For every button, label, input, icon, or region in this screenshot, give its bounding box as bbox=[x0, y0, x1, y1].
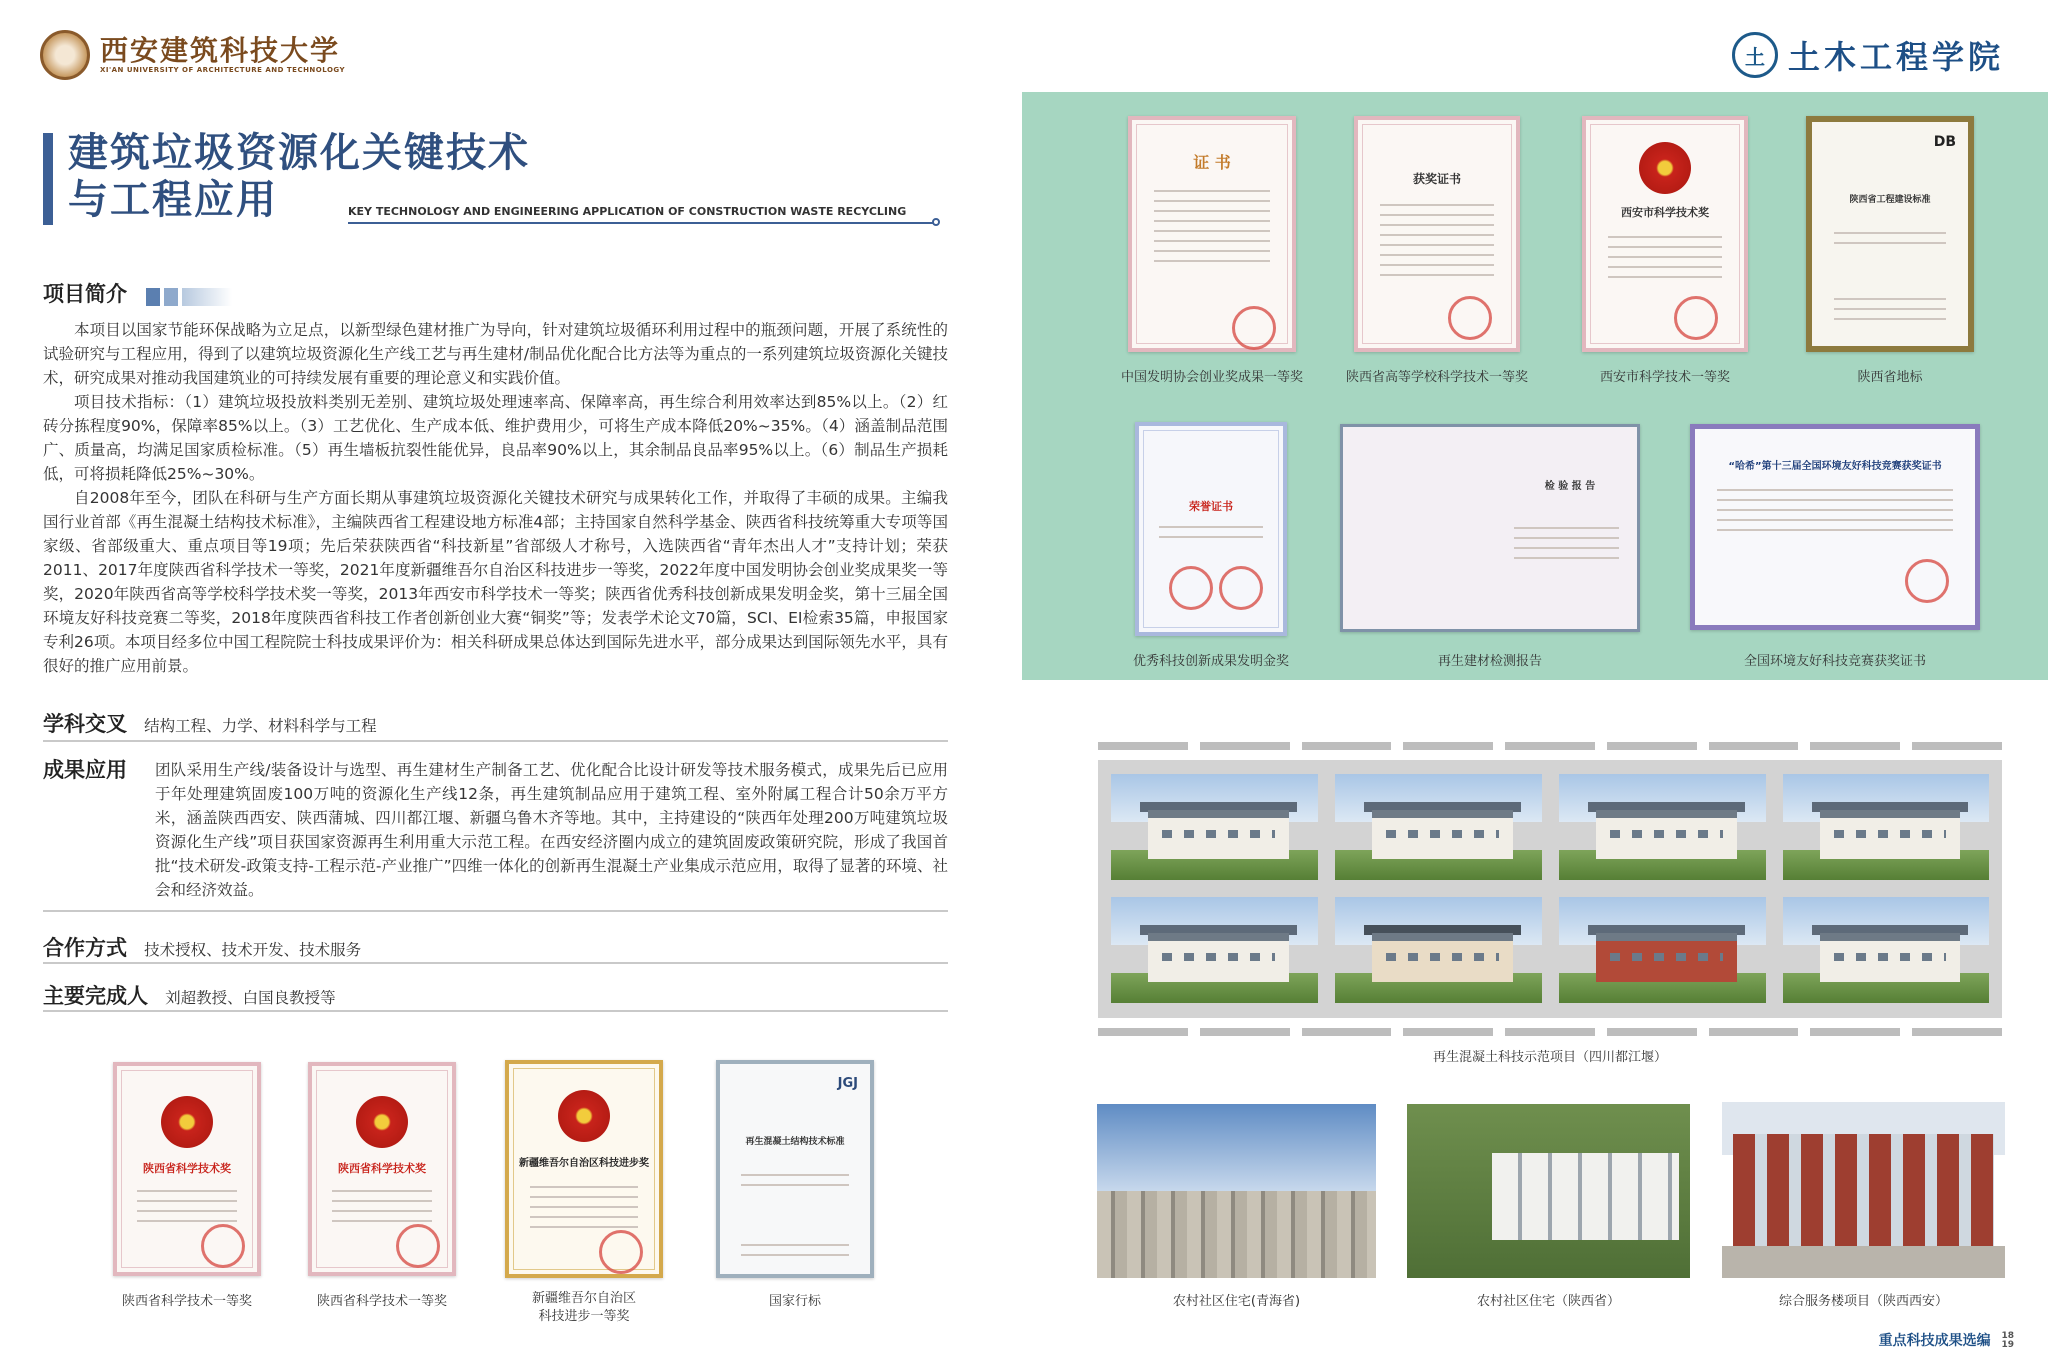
certificate-image bbox=[1582, 116, 1748, 352]
dash-divider-top bbox=[1098, 742, 2002, 750]
title-accent-bar bbox=[43, 133, 53, 225]
certificate-image bbox=[113, 1062, 261, 1276]
heading-decoration bbox=[146, 288, 232, 306]
certificate-caption: 陕西省高等学校科学技术一等奖 bbox=[1345, 370, 1528, 385]
certificate-title: 陕西省科学技术奖 bbox=[338, 1162, 426, 1175]
application-label: 成果应用 bbox=[43, 758, 127, 782]
national-emblem-icon bbox=[356, 1096, 408, 1148]
certificate-caption: 新疆维吾尔自治区 科技进步一等奖 bbox=[531, 1291, 636, 1324]
certificate-title: 证 书 bbox=[1193, 153, 1231, 172]
certificate-image bbox=[1128, 116, 1296, 352]
university-name-en: XI'AN UNIVERSITY OF ARCHITECTURE AND TECHNOLOGY bbox=[100, 66, 346, 74]
discipline-row bbox=[43, 708, 948, 738]
people-text: 刘超教授、白国良教授等 bbox=[165, 989, 336, 1007]
certificate-image bbox=[1340, 424, 1640, 632]
title-underline bbox=[348, 222, 936, 224]
building-photo bbox=[1111, 897, 1318, 1003]
title-line-1: 建筑垃圾资源化关键技术 bbox=[68, 130, 530, 176]
building-photo bbox=[1335, 774, 1542, 880]
certificate-title: “哈希”第十三届全国环境友好科技竞赛获奖证书 bbox=[1728, 461, 1942, 472]
discipline-text: 结构工程、力学、材料科学与工程 bbox=[144, 717, 377, 735]
village-photo bbox=[1097, 1104, 1376, 1278]
application-text: 团队采用生产线/装备设计与选型、再生建材生产制备工艺、优化配合比设计研发等技术服务模式，成果先后已应用于年处理建筑固废100万吨的资源化生产线12条，再生建筑制品应用于建筑工程、室外附属工程合计50余万平方米，涵盖陕西西安、陕西蒲城、四川都江堰、新疆乌鲁木齐等地。其中，主持建设的“陕西年处理200万吨建筑垃圾资源化生产线”项目获国家资源再生利用重大示范工程。在西安经济圈内成立的建筑固废政策研究院，形成了我国首批“技术研发-政策支持-工程示范-产业推广”四维一体化的创新再生混凝土产业集成示范应用，取得了显著的环境、社会和经济效益。 bbox=[155, 761, 948, 899]
title-underline-dot bbox=[932, 218, 940, 226]
certificate-title: 荣誉证书 bbox=[1189, 500, 1233, 513]
cooperation-row bbox=[43, 932, 361, 962]
intro-body bbox=[43, 318, 948, 678]
certificate-image bbox=[1690, 424, 1980, 630]
certificate-image bbox=[1135, 422, 1287, 636]
intro-paragraph-1: 本项目以国家节能环保战略为立足点，以新型绿色建材推广为导向，针对建筑垃圾循环利用过程中的瓶颈问题，开展了系统性的试验研究与工程应用，得到了以建筑垃圾资源化生产线工艺与再生建材/制品优化配合比方法等为重点的一系列建筑垃圾资源化关键技术，研究成果对推动我国建筑业的可持续发展有重要的理论意义和实践价值。 bbox=[43, 321, 948, 387]
title-english: KEY TECHNOLOGY AND ENGINEERING APPLICATION OF CONSTRUCTION WASTE RECYCLING bbox=[348, 205, 907, 218]
certificate-title: 新疆维吾尔自治区科技进步奖 bbox=[519, 1158, 649, 1169]
certificate-caption: 国家行标 bbox=[768, 1294, 821, 1309]
stamp-icon bbox=[599, 1230, 643, 1274]
certificate-title: 西安市科学技术奖 bbox=[1621, 206, 1709, 219]
dash-divider-bottom bbox=[1098, 1028, 2002, 1036]
footer-label: 重点科技成果选编 bbox=[1878, 1333, 1991, 1349]
photo-caption: 农村社区住宅(青海省) bbox=[1172, 1294, 1301, 1309]
certificate-caption: 陕西省科学技术一等奖 bbox=[316, 1294, 447, 1309]
certificate-title: 陕西省科学技术奖 bbox=[143, 1162, 231, 1175]
village-photo bbox=[1407, 1104, 1690, 1278]
title-line-2: 与工程应用 bbox=[68, 177, 278, 223]
building-photo bbox=[1111, 774, 1318, 880]
stamp-icon bbox=[1169, 566, 1213, 610]
people-label: 主要完成人 bbox=[43, 984, 148, 1008]
stamp-icon bbox=[1448, 296, 1492, 340]
page-footer bbox=[1879, 1330, 2014, 1350]
cooperation-text: 技术授权、技术开发、技术服务 bbox=[144, 941, 362, 959]
stamp-icon bbox=[1674, 296, 1718, 340]
stamp-icon bbox=[1232, 306, 1276, 350]
stamp-icon bbox=[1905, 559, 1949, 603]
national-emblem-icon bbox=[161, 1096, 213, 1148]
national-emblem-icon bbox=[1639, 142, 1691, 194]
college-emblem-icon: 土 bbox=[1732, 32, 1778, 78]
intro-heading bbox=[43, 278, 232, 308]
intro-paragraph-2: 项目技术指标：（1）建筑垃圾投放料类别无差别、建筑垃圾处理速率高、保障率高，再生综合利用效率达到85%以上。（2）红砖分拣程度90%，保障率85%以上。（3）工艺优化、生产成本低、维护费用少，可将生产成本降低20%~35%。（4）涵盖制品范围广、质量高，均满足国家质检标准。（5）再生墙板抗裂性能优异，良品率90%以上，其余制品良品率95%以上。（6）制品生产损耗低，可将损耗降低25%~30%。 bbox=[43, 393, 948, 483]
intro-heading-text: 项目简介 bbox=[43, 282, 127, 306]
people-row bbox=[43, 980, 336, 1010]
building-photo bbox=[1559, 897, 1766, 1003]
certificate-caption: 西安市科学技术一等奖 bbox=[1599, 370, 1730, 385]
page-numbers bbox=[2001, 1332, 2014, 1350]
divider bbox=[43, 962, 948, 964]
building-photo bbox=[1335, 897, 1542, 1003]
stamp-icon bbox=[201, 1224, 245, 1268]
standard-tag: JGJ bbox=[837, 1076, 858, 1091]
intro-paragraph-3: 自2008年至今，团队在科研与生产方面长期从事建筑垃圾资源化关键技术研究与成果转化工作，并取得了丰硕的成果。主编我国行业首部《再生混凝土结构技术标准》，主编陕西省工程建设地方标准4部；主持国家自然科学基金、陕西省科技统筹重大专项等国家级、省部级重大、重点项目等19项；先后荣获陕西省“科技新星”省部级人才称号，入选陕西省“青年杰出人才”支持计划；荣获2011、2017年度陕西省科学技术一等奖，2021年度新疆维吾尔自治区科技进步一等奖，2022年度中国发明协会创业奖成果奖一等奖，2020年陕西省高等学校科学技术奖一等奖，2013年西安市科学技术一等奖；陕西省优秀科技创新成果发明金奖，第十三届全国环境友好科技竞赛二等奖，2018年度陕西省科技工作者创新创业大赛“铜奖”等；发表学术论文70篇，SCI、EI检索35篇，申报国家专利26项。本项目经多位中国工程院院士科技成果评价为：相关科研成果总体达到国际先进水平，部分成果达到国际领先水平，具有很好的推广应用前景。 bbox=[43, 489, 948, 675]
certificate-image bbox=[1354, 116, 1520, 352]
certificate-image bbox=[308, 1062, 456, 1276]
building-photo bbox=[1559, 774, 1766, 880]
building-photo bbox=[1783, 774, 1989, 880]
certificate-title: 获奖证书 bbox=[1412, 172, 1461, 186]
photo-caption: 综合服务楼项目（陕西西安） bbox=[1778, 1294, 1948, 1309]
cooperation-label: 合作方式 bbox=[43, 936, 127, 960]
certificate-caption: 优秀科技创新成果发明金奖 bbox=[1132, 654, 1289, 669]
discipline-label: 学科交叉 bbox=[43, 712, 127, 736]
university-logo bbox=[40, 30, 345, 80]
certificate-caption: 陕西省地标 bbox=[1857, 370, 1923, 385]
certificate-caption: 中国发明协会创业奖成果一等奖 bbox=[1120, 370, 1303, 385]
college-name: 土木工程学院 bbox=[1787, 38, 2004, 76]
national-emblem-icon bbox=[558, 1090, 610, 1142]
building-photo bbox=[1722, 1102, 2005, 1278]
building-photo bbox=[1783, 897, 1989, 1003]
stamp-icon bbox=[1219, 566, 1263, 610]
certificate-caption: 陕西省科学技术一等奖 bbox=[121, 1294, 252, 1309]
certificate-caption: 全国环境友好科技竞赛获奖证书 bbox=[1743, 654, 1926, 669]
photo-strip-caption: 再生混凝土科技示范项目（四川都江堰） bbox=[1432, 1050, 1667, 1065]
page-number-right: 19 bbox=[2001, 1340, 2014, 1350]
certificate-image bbox=[505, 1060, 663, 1278]
university-name: 西安建筑科技大学 bbox=[100, 34, 341, 67]
photo-caption: 农村社区住宅（陕西省） bbox=[1476, 1294, 1620, 1309]
standard-tag: DB bbox=[1933, 134, 1956, 150]
certificate-image bbox=[716, 1060, 874, 1278]
divider bbox=[43, 910, 948, 912]
college-logo bbox=[1732, 32, 2004, 78]
certificate-title: 检 验 报 告 bbox=[1544, 481, 1596, 492]
university-seal-icon bbox=[40, 30, 90, 80]
certificate-caption: 再生建材检测报告 bbox=[1437, 654, 1542, 669]
divider bbox=[43, 1010, 948, 1012]
certificate-title: 陕西省工程建设标准 bbox=[1849, 195, 1931, 205]
divider bbox=[43, 740, 948, 742]
stamp-icon bbox=[396, 1224, 440, 1268]
page-number-left: 18 bbox=[2001, 1331, 2014, 1341]
certificate-title: 再生混凝土结构技术标准 bbox=[745, 1137, 845, 1147]
certificate-image bbox=[1806, 116, 1974, 352]
